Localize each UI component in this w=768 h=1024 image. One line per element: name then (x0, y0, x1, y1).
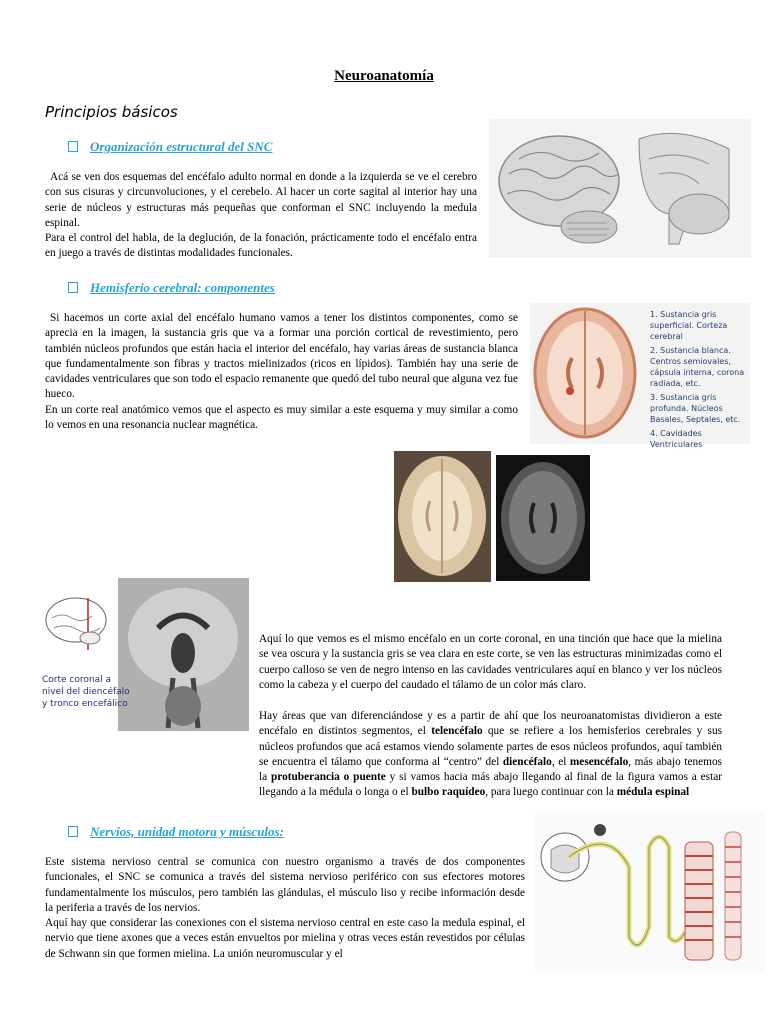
paragraph: Este sistema nervioso central se comunica con nuestro organismo a través de dos componentes funcionales, el SNC se comunica a través del sistema nervioso periférico con sus efectores motores fundamentalmente los músculos, pero también las glándulas, el músculo liso y recibe información desde la periferia a través de los nervios. (45, 856, 525, 914)
term-bulbo: bulbo raquídeo (411, 786, 486, 799)
page-subtitle: Principios básicos (45, 103, 178, 121)
section-heading-hemisferio (68, 280, 275, 296)
term-medula-espinal: médula espinal (616, 786, 690, 799)
text-span: , más abajo tenemos la (259, 755, 722, 784)
text-span: y si vamos hacia más abajo llegando al final de la figura vamos a estar llegando a la médula o longa o el (259, 771, 722, 799)
paragraph: Si hacemos un corte axial del encéfalo humano vamos a tener los distintos componentes, como se aprecia en la imagen, la sustancia gris que va a formar una porción cortical de revestimiento, pero también núcleos profundos que están hacia el interior del encéfalo, hay varias áreas de sustancia blanca que fundamentalmente son fibras y tractos mielinizados (ricos en lípidos). También hay una serie de cavidades ventriculares que son todo el espacio remanente que quedó del tubo neural que alguna vez fue hueco. (45, 312, 518, 401)
coronal-caption: Corte coronal a nivel del diencéfalo y tronco encefálico (42, 675, 130, 709)
section-4-text (45, 855, 525, 962)
term-telencefalo: telencéfalo (431, 725, 483, 738)
legend-item: 1. Sustancia gris superficial. Corteza cerebral (650, 310, 728, 341)
brain-lateral-sagittal-image (489, 119, 751, 258)
paragraph: Acá se ven dos esquemas del encéfalo adulto normal en donde a la izquierda se ve el cerebro con sus cisuras y circunvoluciones, y el cerebelo. Al hacer un corte sagital al interior hay una serie de núcleos y estructuras más pequeñas que conforman el SNC incluyendo la medula espinal. (45, 171, 477, 229)
section-3-text-b (45, 709, 722, 801)
term-mesencefalo: mesencéfalo (569, 755, 629, 768)
checkbox-bullet-icon (68, 826, 78, 837)
page-title: Neuroanatomía (334, 68, 434, 84)
text-span: , el (551, 755, 570, 768)
section-1-text (45, 170, 477, 262)
paragraph: Aquí hay que considerar las conexiones con el sistema nervioso central en este caso la medula espinal, el nervio que tiene axones que a veces están envueltos por mielina y otras veces están revestidos por células de Schwann sin que formen mielina. La unión neuromuscular y el (45, 917, 525, 960)
term-diencefalo: diencéfalo (502, 755, 552, 768)
section-heading-label: Hemisferio cerebral: componentes (90, 280, 275, 295)
term-protuberancia: protuberancia o puente (271, 771, 386, 784)
axial-legend (650, 309, 748, 450)
text-span: Hay áreas que van diferenciándose y es a partir de ahí que los neuroanatomistas dividieron a este encéfalo en distintos segmentos, el (259, 710, 722, 738)
checkbox-bullet-icon (68, 141, 78, 152)
paragraph: Para el control del habla, de la deglución, de la fonación, prácticamente todo el encéfalo entra en juego a través de distintas modalidades funcionales. (45, 232, 477, 260)
legend-item: 2. Sustancia blanca. Centros semiovales, cápsula interna, corona radiada, etc. (650, 346, 745, 388)
section-2-text (45, 311, 518, 433)
anatomic-axial-section-image (394, 451, 491, 582)
paragraph: En un corte real anatómico vemos que el aspecto es muy similar a este esquema y muy similar a como lo vemos en una resonancia nuclear magnética. (45, 403, 518, 432)
brain-coronal-level-illustration (38, 592, 120, 662)
text-span: , para luego continuar con la (485, 786, 617, 799)
checkbox-bullet-icon (68, 282, 78, 293)
axial-schematic-image (530, 303, 750, 449)
section-heading-nervios (68, 824, 284, 840)
mri-axial-image (496, 455, 590, 581)
paragraph (45, 709, 722, 801)
section-3-text-a: Aquí lo que vemos es el mismo encéfalo en un corte coronal, en una tinción que hace que la mielina se vea oscura y la sustancia gris se vea clara en este corte, se ven las estructuras minimizadas como el cuerpo calloso se ven de negro intenso en las cavidades ventriculares aquí en blanco y ver los núcleos como la cabeza y el cuerpo del caudado el tálamo de un color más claro. (259, 633, 722, 691)
section-heading-label: Nervios, unidad motora y músculos: (90, 824, 284, 839)
text-span: que se refiere a los hemisferios cerebrales y sus núcleos profundos que acá estamos viendo solamente partes de esos núcleos profundos, aquí también se encuentra el tálamo que conforma al “centro” del (259, 725, 722, 768)
section-heading-snc (68, 139, 272, 155)
section-heading-label: Organización estructural del SNC (90, 139, 273, 154)
legend-item: 3. Sustancia gris profunda. Núcleos Basales, Septales, etc. (650, 393, 741, 424)
legend-item: 4. Cavidades Ventriculares (650, 429, 703, 449)
motor-unit-diagram (535, 812, 766, 972)
